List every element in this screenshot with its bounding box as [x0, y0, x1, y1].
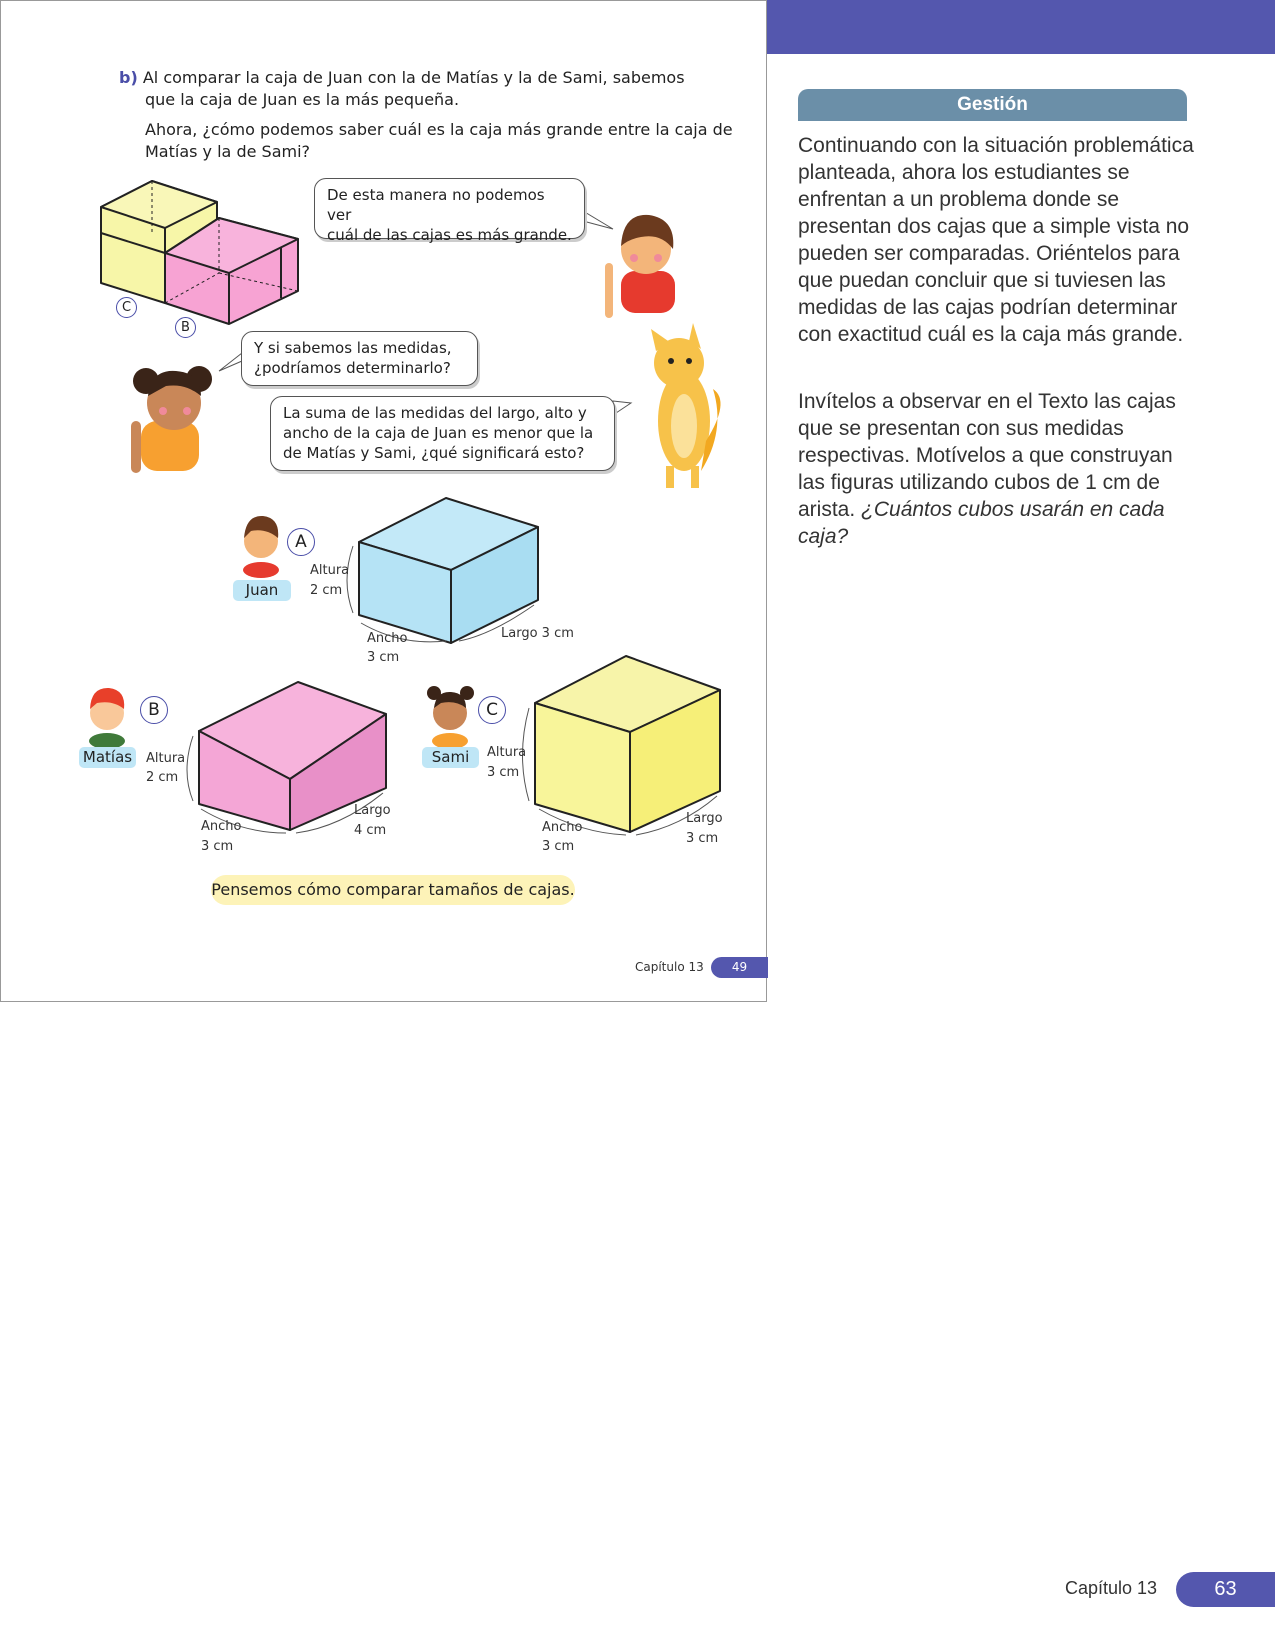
student-page [0, 0, 767, 1002]
box-a-largo: Largo 3 cm [501, 626, 574, 641]
box-a-altura: Altura [310, 563, 350, 578]
girl-character [131, 366, 212, 473]
box-b-altura: Altura [146, 751, 186, 766]
box-c-altura-value: 3 cm [487, 765, 520, 780]
student-page-number: 49 [711, 957, 768, 978]
box-c-largo: Largo [686, 811, 723, 826]
box-a-ancho: Ancho [367, 631, 408, 646]
question-line: Ahora, ¿cómo podemos saber cuál es la caja más grande entre la caja de [145, 120, 733, 139]
box-b-ancho: Ancho [201, 819, 242, 834]
student-footer-chapter: Capítulo 13 [635, 960, 704, 974]
box-a-letter: A [287, 528, 315, 556]
box-c-largo-value: 3 cm [686, 831, 719, 846]
box-c-letter: C [478, 696, 506, 724]
question-line: Matías y la de Sami? [145, 142, 311, 161]
box-c-altura: Altura [487, 745, 527, 760]
intro-line: que la caja de Juan es la más pequeña. [145, 90, 460, 109]
box-b-largo: Largo [354, 803, 391, 818]
bubble-line: Y si sabemos las medidas, [254, 339, 452, 357]
juan-avatar [243, 516, 279, 578]
diagram-label-c: C [116, 297, 137, 318]
gestion-paragraph-2 [798, 388, 1198, 550]
bubble-line: De esta manera no podemos ver [327, 186, 545, 224]
guide-page-number: 63 [1176, 1572, 1275, 1607]
item-letter: b) [119, 68, 138, 87]
para2-question: ¿Cuántos cubos usarán en cada caja? [798, 498, 1165, 548]
intro-line: Al comparar la caja de Juan con la de Matías y la de Sami, sabemos [142, 68, 685, 87]
box-c-ancho-value: 3 cm [542, 839, 575, 854]
bubble-line: de Matías y Sami, ¿qué significará esto? [283, 444, 585, 462]
diagram-label-b: B [175, 317, 196, 338]
juan-name-tag: Juan [233, 580, 291, 601]
box-b-ancho-value: 3 cm [201, 839, 234, 854]
boxes-illustration [1, 1, 768, 1001]
guide-footer-chapter: Capítulo 13 [1065, 1578, 1158, 1598]
box-c-ancho: Ancho [542, 820, 583, 835]
speech-bubble-girl [241, 331, 478, 386]
matias-avatar [89, 688, 125, 749]
speech-bubble-fox [270, 396, 615, 471]
sami-name-tag: Sami [422, 747, 479, 768]
para2-text: Invítelos a observar en el Texto las cajas que se presentan con sus medidas respectivas. Motívelos a que construyan las figuras utilizando cubos de 1 cm de arista. [798, 390, 1176, 521]
header-band [767, 0, 1275, 54]
bubble-line: La suma de las medidas del largo, alto y [283, 404, 587, 422]
bubble-line: ¿podríamos determinarlo? [254, 359, 451, 377]
box-c [535, 656, 720, 832]
box-a-altura-value: 2 cm [310, 583, 343, 598]
gestion-title: Gestión [798, 89, 1187, 121]
closing-pill: Pensemos cómo comparar tamaños de cajas. [211, 875, 575, 905]
matias-name-tag: Matías [79, 747, 136, 768]
sami-avatar [427, 686, 474, 749]
boy-character [605, 215, 675, 318]
box-a [359, 498, 538, 643]
box-b-letter: B [140, 696, 168, 724]
speech-bubble-boy [314, 178, 585, 244]
bubble-line: cuál de las cajas es más grande. [327, 226, 572, 244]
box-a-ancho-value: 3 cm [367, 650, 400, 665]
gestion-paragraph-1: Continuando con la situación problemática planteada, ahora los estudiantes se enfrentan a un problema donde se presentan dos cajas que a simple vista no pueden ser comparadas. Oriéntelos para que puedan concluir que si tuviesen las medidas de las cajas podrían determinar con exactitud cuál es la caja más grande. [798, 134, 1194, 346]
box-b-largo-value: 4 cm [354, 823, 387, 838]
box-b-altura-value: 2 cm [146, 770, 179, 785]
fox-character [651, 323, 721, 488]
bubble-line: ancho de la caja de Juan es menor que la [283, 424, 594, 442]
